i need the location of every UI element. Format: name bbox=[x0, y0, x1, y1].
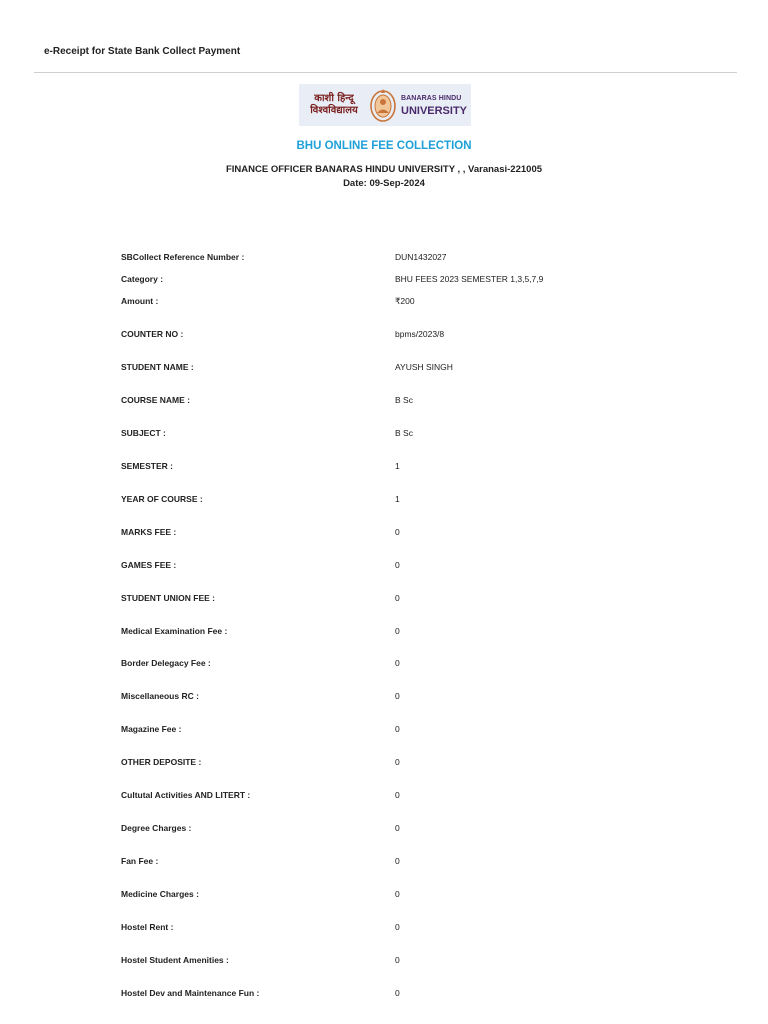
field-label: Border Delegacy Fee : bbox=[121, 658, 211, 668]
logo-hindi-text: काशी हिन्दू विश्वविद्यालय bbox=[310, 93, 358, 116]
field-value: 0 bbox=[395, 724, 400, 734]
field-label: Magazine Fee : bbox=[121, 724, 182, 734]
field-label: Miscellaneous RC : bbox=[121, 691, 199, 701]
field-value: 0 bbox=[395, 691, 400, 701]
field-row bbox=[0, 922, 768, 936]
field-row bbox=[0, 593, 768, 607]
field-value: 1 bbox=[395, 494, 400, 504]
header-divider bbox=[34, 72, 737, 73]
field-label: Amount : bbox=[121, 296, 159, 306]
field-value: 0 bbox=[395, 593, 400, 603]
field-value: 0 bbox=[395, 560, 400, 570]
field-value: 0 bbox=[395, 790, 400, 800]
field-row bbox=[0, 691, 768, 705]
field-value: 0 bbox=[395, 922, 400, 932]
field-label: MARKS FEE : bbox=[121, 527, 177, 537]
field-value: BHU FEES 2023 SEMESTER 1,3,5,7,9 bbox=[395, 274, 544, 284]
field-row bbox=[0, 362, 768, 376]
field-row bbox=[0, 856, 768, 870]
field-label: SBCollect Reference Number : bbox=[121, 252, 245, 262]
field-row bbox=[0, 988, 768, 1002]
field-label: STUDENT NAME : bbox=[121, 362, 194, 372]
field-value: bpms/2023/8 bbox=[395, 329, 445, 339]
field-row bbox=[0, 626, 768, 640]
logo-english-line1: BANARAS HINDU bbox=[401, 95, 462, 102]
field-label: Fan Fee : bbox=[121, 856, 159, 866]
field-value: 0 bbox=[395, 955, 400, 965]
field-row bbox=[0, 395, 768, 409]
field-value: 0 bbox=[395, 527, 400, 537]
field-value: 0 bbox=[395, 988, 400, 998]
field-label: Hostel Dev and Maintenance Fun : bbox=[121, 988, 260, 998]
field-value: 0 bbox=[395, 889, 400, 899]
receipt-date: Date: 09-Sep-2024 bbox=[343, 178, 425, 189]
field-row bbox=[0, 296, 768, 310]
page-header-title: e-Receipt for State Bank Collect Payment bbox=[44, 46, 241, 57]
field-label: YEAR OF COURSE : bbox=[121, 494, 203, 504]
receipt-title: BHU ONLINE FEE COLLECTION bbox=[296, 140, 472, 152]
field-label: STUDENT UNION FEE : bbox=[121, 593, 215, 603]
logo-english-line2: UNIVERSITY bbox=[401, 105, 468, 117]
field-row bbox=[0, 252, 768, 266]
field-label: Medicine Charges : bbox=[121, 889, 199, 899]
field-row bbox=[0, 461, 768, 475]
field-row bbox=[0, 494, 768, 508]
field-label: SEMESTER : bbox=[121, 461, 173, 471]
field-label: COURSE NAME : bbox=[121, 395, 190, 405]
field-label: OTHER DEPOSITE : bbox=[121, 757, 202, 767]
university-seal-icon bbox=[368, 86, 398, 124]
field-row bbox=[0, 790, 768, 804]
field-row bbox=[0, 724, 768, 738]
field-row bbox=[0, 823, 768, 837]
field-value: ₹200 bbox=[395, 296, 415, 306]
field-row bbox=[0, 889, 768, 903]
field-label: SUBJECT : bbox=[121, 428, 166, 438]
field-value: B Sc bbox=[395, 428, 413, 438]
university-logo bbox=[299, 84, 471, 126]
field-row bbox=[0, 428, 768, 442]
field-value: 1 bbox=[395, 461, 400, 471]
receipt-address: FINANCE OFFICER BANARAS HINDU UNIVERSITY , , Varanasi-221005 bbox=[225, 164, 543, 175]
field-label: Medical Examination Fee : bbox=[121, 626, 228, 636]
field-row bbox=[0, 658, 768, 672]
field-value: DUN1432027 bbox=[395, 252, 447, 262]
field-value: 0 bbox=[395, 757, 400, 767]
field-value: 0 bbox=[395, 626, 400, 636]
field-label: Category : bbox=[121, 274, 164, 284]
field-label: GAMES FEE : bbox=[121, 560, 177, 570]
field-value: AYUSH SINGH bbox=[395, 362, 453, 372]
field-row bbox=[0, 560, 768, 574]
field-label: Cultutal Activities AND LITERT : bbox=[121, 790, 251, 800]
field-row bbox=[0, 274, 768, 288]
field-value: B Sc bbox=[395, 395, 413, 405]
field-label: Hostel Student Amenities : bbox=[121, 955, 229, 965]
field-row bbox=[0, 329, 768, 343]
field-value: 0 bbox=[395, 658, 400, 668]
field-label: COUNTER NO : bbox=[121, 329, 184, 339]
field-row bbox=[0, 757, 768, 771]
field-value: 0 bbox=[395, 856, 400, 866]
field-label: Hostel Rent : bbox=[121, 922, 174, 932]
logo-english-text bbox=[401, 93, 467, 117]
field-row bbox=[0, 955, 768, 969]
field-row bbox=[0, 527, 768, 541]
field-label: Degree Charges : bbox=[121, 823, 192, 833]
field-value: 0 bbox=[395, 823, 400, 833]
